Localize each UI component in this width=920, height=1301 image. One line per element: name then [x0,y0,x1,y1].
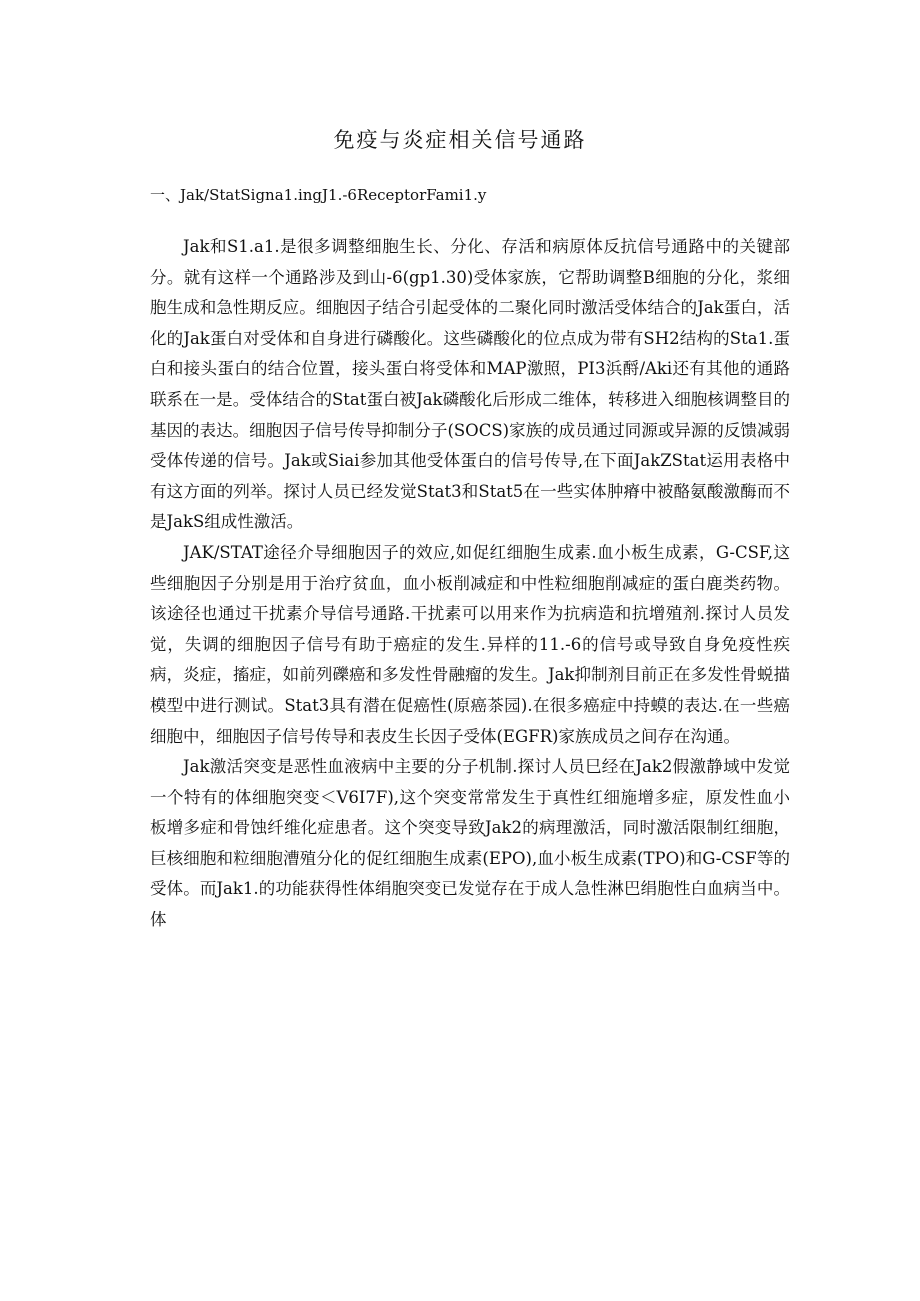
section-heading: 一、Jak/StatSigna1.ingJ1.-6ReceptorFami1.y [150,186,487,204]
paragraph: Jak和S1.a1.是很多调整细胞生长、分化、存活和病原体反抗信号通路中的关键部分。就有这样一个通路涉及到山-6(gp1.30)受体家族，它帮助调整B细胞的分化，浆细胞生成和急性期反应。细胞因子结合引起受体的二聚化同时激活受体结合的Jak蛋白，活化的Jak蛋白对受体和自身进行磷酸化。这些磷酸化的位点成为带有SH2结构的Sta1.蛋白和接头蛋白的结合位置，接头蛋白将受体和MAP激照，PI3浜酹/Aki还有其他的通路联系在一是。受体结合的Stat蛋白被Jak磷酸化后形成二维体，转移进入细胞核调整目的基因的表达。细胞因子信号传导抑制分子(SOCS)家族的成员通过同源或异源的反馈减弱受体传递的信号。Jak或Siai参加其他受体蛋白的信号传导,在下面JakZStat运用表格中有这方面的列举。探讨人员已经发觉Stat3和Stat5在一些实体肿瘠中被酪氨酸激酶而不是JakS组成性激活。 [150,237,790,532]
body-text [150,232,790,936]
paragraph: Jak激活突变是恶性血液病中主要的分子机制.探讨人员巳经在Jak2假激静域中发觉一个特有的体细胞突变＜V6I7F),这个突变常常发生于真性红细施增多症，原发性血小板增多症和骨蚀纤维化症患者。这个突变导致Jak2的病理激活，同时激活限制红细胞，巨核细胞和粒细胞漕殖分化的促红细胞生成素(EPO),血小板生成素(TPO)和G-CSF等的受体。而Jak1.的功能获得性体绢胞突变已发觉存在于成人急性淋巴绢胞性白血病当中。体 [150,757,790,930]
paragraph: JAK/STAT途径介导细胞因子的效应,如促红细胞生成素.血小板生成素，G-CSF,这些细胞因子分别是用于治疗贫血，血小板削减症和中性粒细胞削减症的蛋白鹿类药物。该途径也通过干扰素介导信号通路.干扰素可以用来作为抗病造和抗增殖剂.探讨人员发觉，失调的细胞因子信号有助于癌症的发生.异样的11.-6的信号或导致自身免疫性疾病，炎症，搐症，如前列礫癌和多发性骨融瘤的发生。Jak抑制剂目前正在多发性骨蜕描模型中进行测试。Stat3具有潜在促癌性(原癌茶园).在很多癌症中持蟆的表达.在一些癌细胞中，细胞因子信号传导和表皮生长因子受体(EGFR)家族成员之间存在沟通。 [150,542,790,746]
page-title: 免疫与炎症相关信号通路 [333,128,587,152]
